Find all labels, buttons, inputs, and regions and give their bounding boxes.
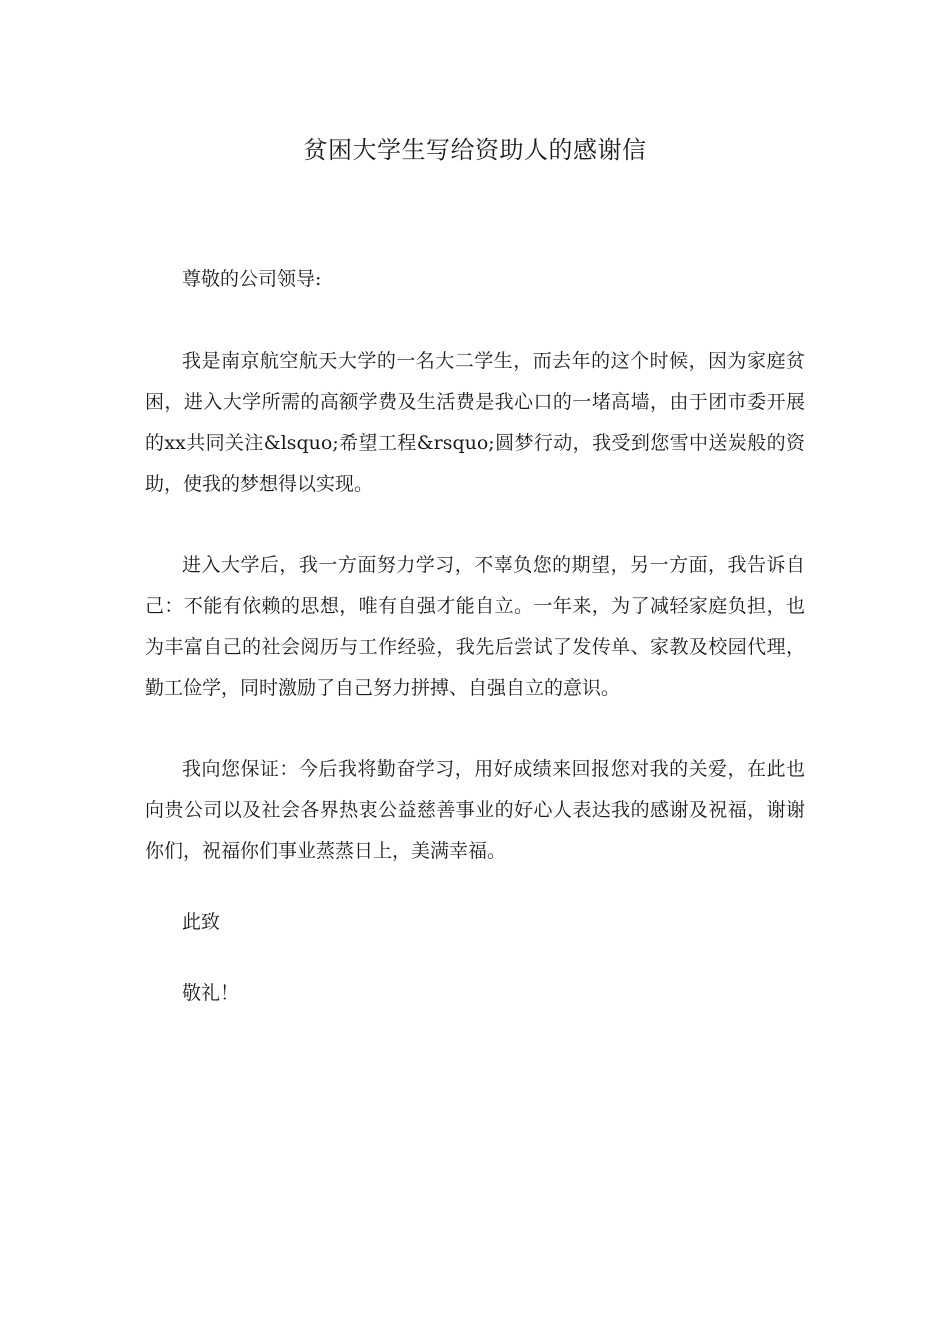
salutation: 尊敬的公司领导:	[182, 268, 322, 290]
closing-greeting: 此致	[182, 911, 221, 933]
closing-salute: 敬礼！	[182, 982, 240, 1004]
paragraph-2: 进入大学后，我一方面努力学习，不辜负您的期望，另一方面，我告诉自己：不能有依赖的思想，唯有自强才能自立。一年来，为了减轻家庭负担，也为丰富自己的社会阅历与工作经验，我先后尝试了发传单、家教及校园代理，勤工俭学，同时激励了自己努力拼搏、自强自立的意识。	[145, 554, 805, 699]
document-title: 贫困大学生写给资助人的感谢信	[303, 136, 647, 164]
paragraph-3: 我向您保证：今后我将勤奋学习，用好成绩来回报您对我的关爱，在此也向贵公司以及社会各界热衷公益慈善事业的好心人表达我的感谢及祝福，谢谢你们，祝福你们事业蒸蒸日上，美满幸福。	[145, 758, 805, 862]
letter-body	[145, 259, 805, 1014]
paragraph-1: 我是南京航空航天大学的一名大二学生，而去年的这个时候，因为家庭贫困，进入大学所需的高额学费及生活费是我心口的一堵高墙，由于团市委开展的xx共同关注&lsquo;希望工程&rsquo;圆梦行动，我受到您雪中送炭般的资助，使我的梦想得以实现。	[145, 350, 805, 495]
